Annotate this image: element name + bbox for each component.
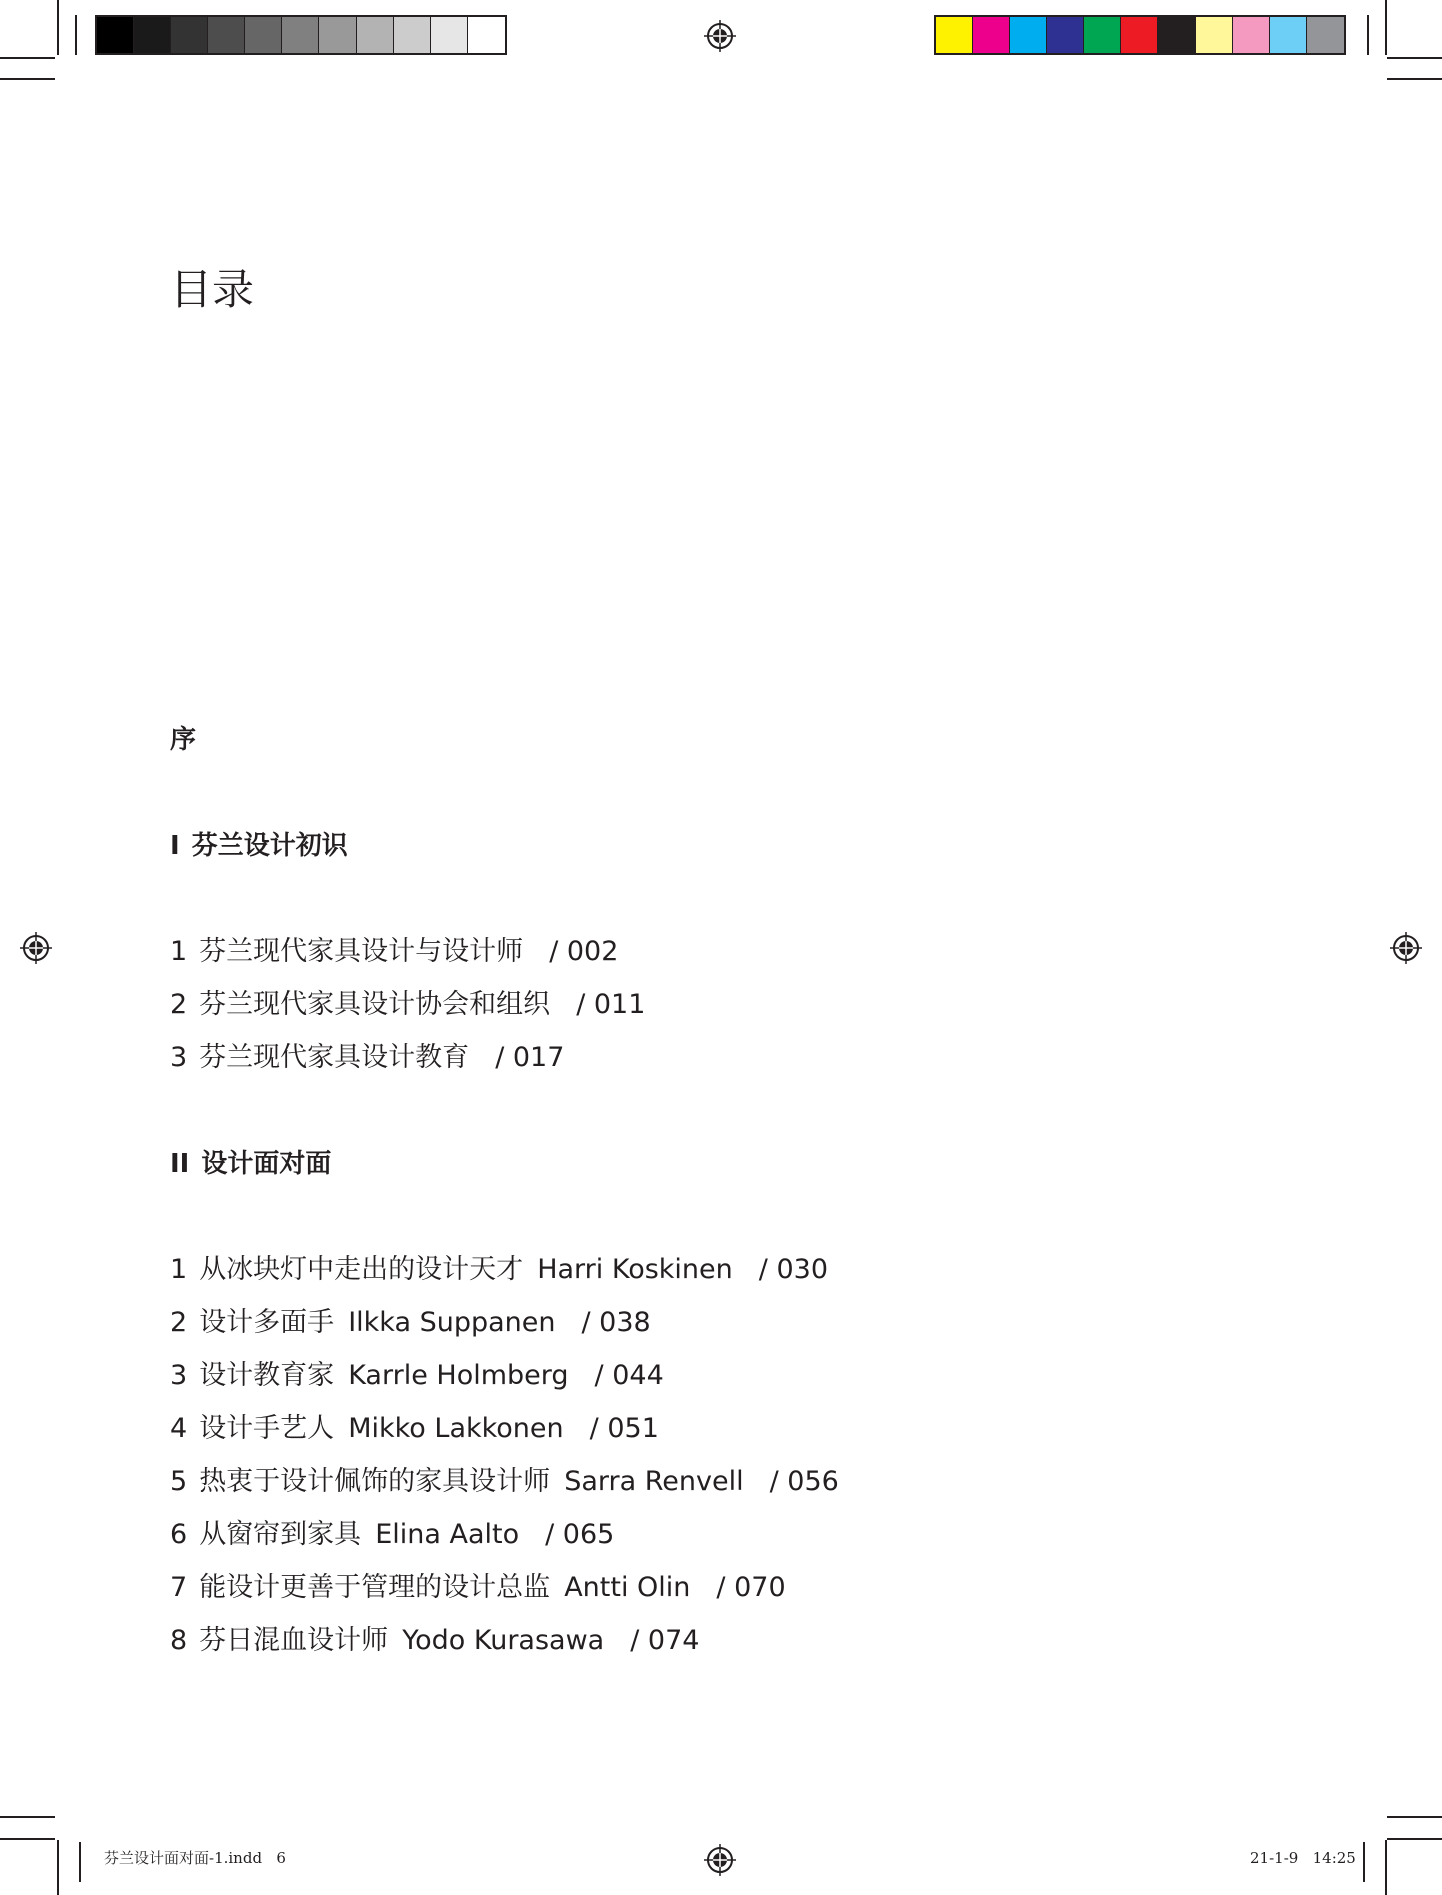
color-swatch <box>319 17 356 53</box>
entry-page: / 074 <box>630 1625 700 1656</box>
part-heading <box>170 1146 331 1182</box>
color-swatch <box>394 17 431 53</box>
color-swatch <box>1158 17 1195 53</box>
crop-mark <box>0 1838 55 1840</box>
entry-title: 从冰块灯中走出的设计天才 <box>199 1254 524 1285</box>
entry-page: / 070 <box>716 1572 786 1603</box>
entry-number: 2 <box>170 1307 188 1338</box>
color-swatch <box>1047 17 1084 53</box>
color-swatch <box>1307 17 1344 53</box>
entry-number: 1 <box>170 1254 188 1285</box>
entry-title: 芬兰现代家具设计与设计师 <box>199 936 524 967</box>
entry-title: 能设计更善于管理的设计总监 <box>199 1572 551 1603</box>
entry-page: / 002 <box>549 936 619 967</box>
slug-filename: 芬兰设计面对面-1.indd 6 <box>104 1849 286 1867</box>
entry-page: / 030 <box>758 1254 828 1285</box>
entry-title: 芬兰现代家具设计教育 <box>199 1042 470 1073</box>
color-swatch <box>1121 17 1158 53</box>
entry-number: 2 <box>170 989 188 1020</box>
entry-designer: Mikko Lakkonen <box>348 1413 564 1444</box>
color-swatch <box>468 17 505 53</box>
process-color-bar <box>934 15 1346 55</box>
crop-mark <box>1387 1838 1442 1840</box>
color-swatch <box>973 17 1010 53</box>
color-swatch <box>97 17 134 53</box>
toc-entry <box>170 1411 659 1447</box>
registration-mark-icon <box>20 932 52 964</box>
crop-mark <box>1387 78 1442 80</box>
toc-entry <box>170 1517 614 1553</box>
entry-page: / 038 <box>581 1307 651 1338</box>
entry-number: 3 <box>170 1360 188 1391</box>
entry-designer: Karrle Holmberg <box>348 1360 569 1391</box>
entry-number: 1 <box>170 936 188 967</box>
crop-mark <box>1363 1842 1365 1882</box>
part-numeral: II <box>170 1149 190 1179</box>
gray-scale-bar <box>95 15 507 55</box>
entry-page: / 051 <box>589 1413 659 1444</box>
color-swatch <box>1233 17 1270 53</box>
entry-designer: Sarra Renvell <box>564 1466 744 1497</box>
color-swatch <box>282 17 319 53</box>
toc-entry <box>170 987 645 1023</box>
entry-number: 4 <box>170 1413 188 1444</box>
crop-mark <box>1387 1816 1442 1818</box>
toc-entry <box>170 1305 651 1341</box>
color-swatch <box>171 17 208 53</box>
toc-entry <box>170 1358 664 1394</box>
crop-mark <box>1367 15 1369 55</box>
part-title: 芬兰设计初识 <box>191 831 348 861</box>
page-title: 目录 <box>170 265 255 314</box>
entry-title: 设计手艺人 <box>199 1413 335 1444</box>
crop-mark <box>57 1840 59 1895</box>
registration-mark-icon <box>1390 932 1422 964</box>
toc-entry <box>170 1464 839 1500</box>
part-title: 设计面对面 <box>201 1149 332 1179</box>
entry-page: / 044 <box>594 1360 664 1391</box>
color-swatch <box>1196 17 1233 53</box>
entry-number: 8 <box>170 1625 188 1656</box>
entry-designer: Elina Aalto <box>375 1519 520 1550</box>
color-swatch <box>208 17 245 53</box>
crop-mark <box>0 1816 55 1818</box>
entry-number: 6 <box>170 1519 188 1550</box>
entry-title: 芬兰现代家具设计协会和组织 <box>199 989 551 1020</box>
color-swatch <box>245 17 282 53</box>
part-numeral: I <box>170 831 180 861</box>
entry-title: 芬日混血设计师 <box>199 1625 389 1656</box>
entry-designer: Harri Koskinen <box>537 1254 733 1285</box>
color-swatch <box>936 17 973 53</box>
crop-mark <box>75 15 77 55</box>
crop-mark <box>79 1842 81 1882</box>
part-heading <box>170 828 348 864</box>
toc-entry <box>170 1623 699 1659</box>
crop-mark <box>1387 57 1442 59</box>
toc-entry <box>170 1040 564 1076</box>
registration-mark-icon <box>704 20 736 52</box>
crop-mark <box>57 0 59 55</box>
crop-mark <box>1385 1840 1387 1895</box>
entry-title: 从窗帘到家具 <box>199 1519 362 1550</box>
crop-mark <box>1385 0 1387 55</box>
entry-title: 热衷于设计佩饰的家具设计师 <box>199 1466 551 1497</box>
entry-number: 7 <box>170 1572 188 1603</box>
entry-title: 设计多面手 <box>199 1307 335 1338</box>
color-swatch <box>1010 17 1047 53</box>
color-swatch <box>134 17 171 53</box>
entry-designer: Antti Olin <box>564 1572 691 1603</box>
entry-page: / 017 <box>495 1042 565 1073</box>
color-swatch <box>1084 17 1121 53</box>
crop-mark <box>0 78 55 80</box>
registration-mark-icon <box>704 1844 736 1876</box>
entry-number: 5 <box>170 1466 188 1497</box>
entry-page: / 011 <box>576 989 646 1020</box>
color-swatch <box>431 17 468 53</box>
entry-page: / 056 <box>769 1466 839 1497</box>
crop-mark <box>0 57 55 59</box>
slug-date: 21-1-9 14:25 <box>1250 1849 1356 1867</box>
color-swatch <box>357 17 394 53</box>
toc-entry <box>170 934 618 970</box>
entry-designer: Yodo Kurasawa <box>402 1625 605 1656</box>
toc-entry <box>170 1570 786 1606</box>
entry-designer: Ilkka Suppanen <box>348 1307 556 1338</box>
preface-heading: 序 <box>170 725 197 755</box>
entry-page: / 065 <box>545 1519 615 1550</box>
color-swatch <box>1270 17 1307 53</box>
entry-number: 3 <box>170 1042 188 1073</box>
entry-title: 设计教育家 <box>199 1360 335 1391</box>
toc-entry <box>170 1252 828 1288</box>
